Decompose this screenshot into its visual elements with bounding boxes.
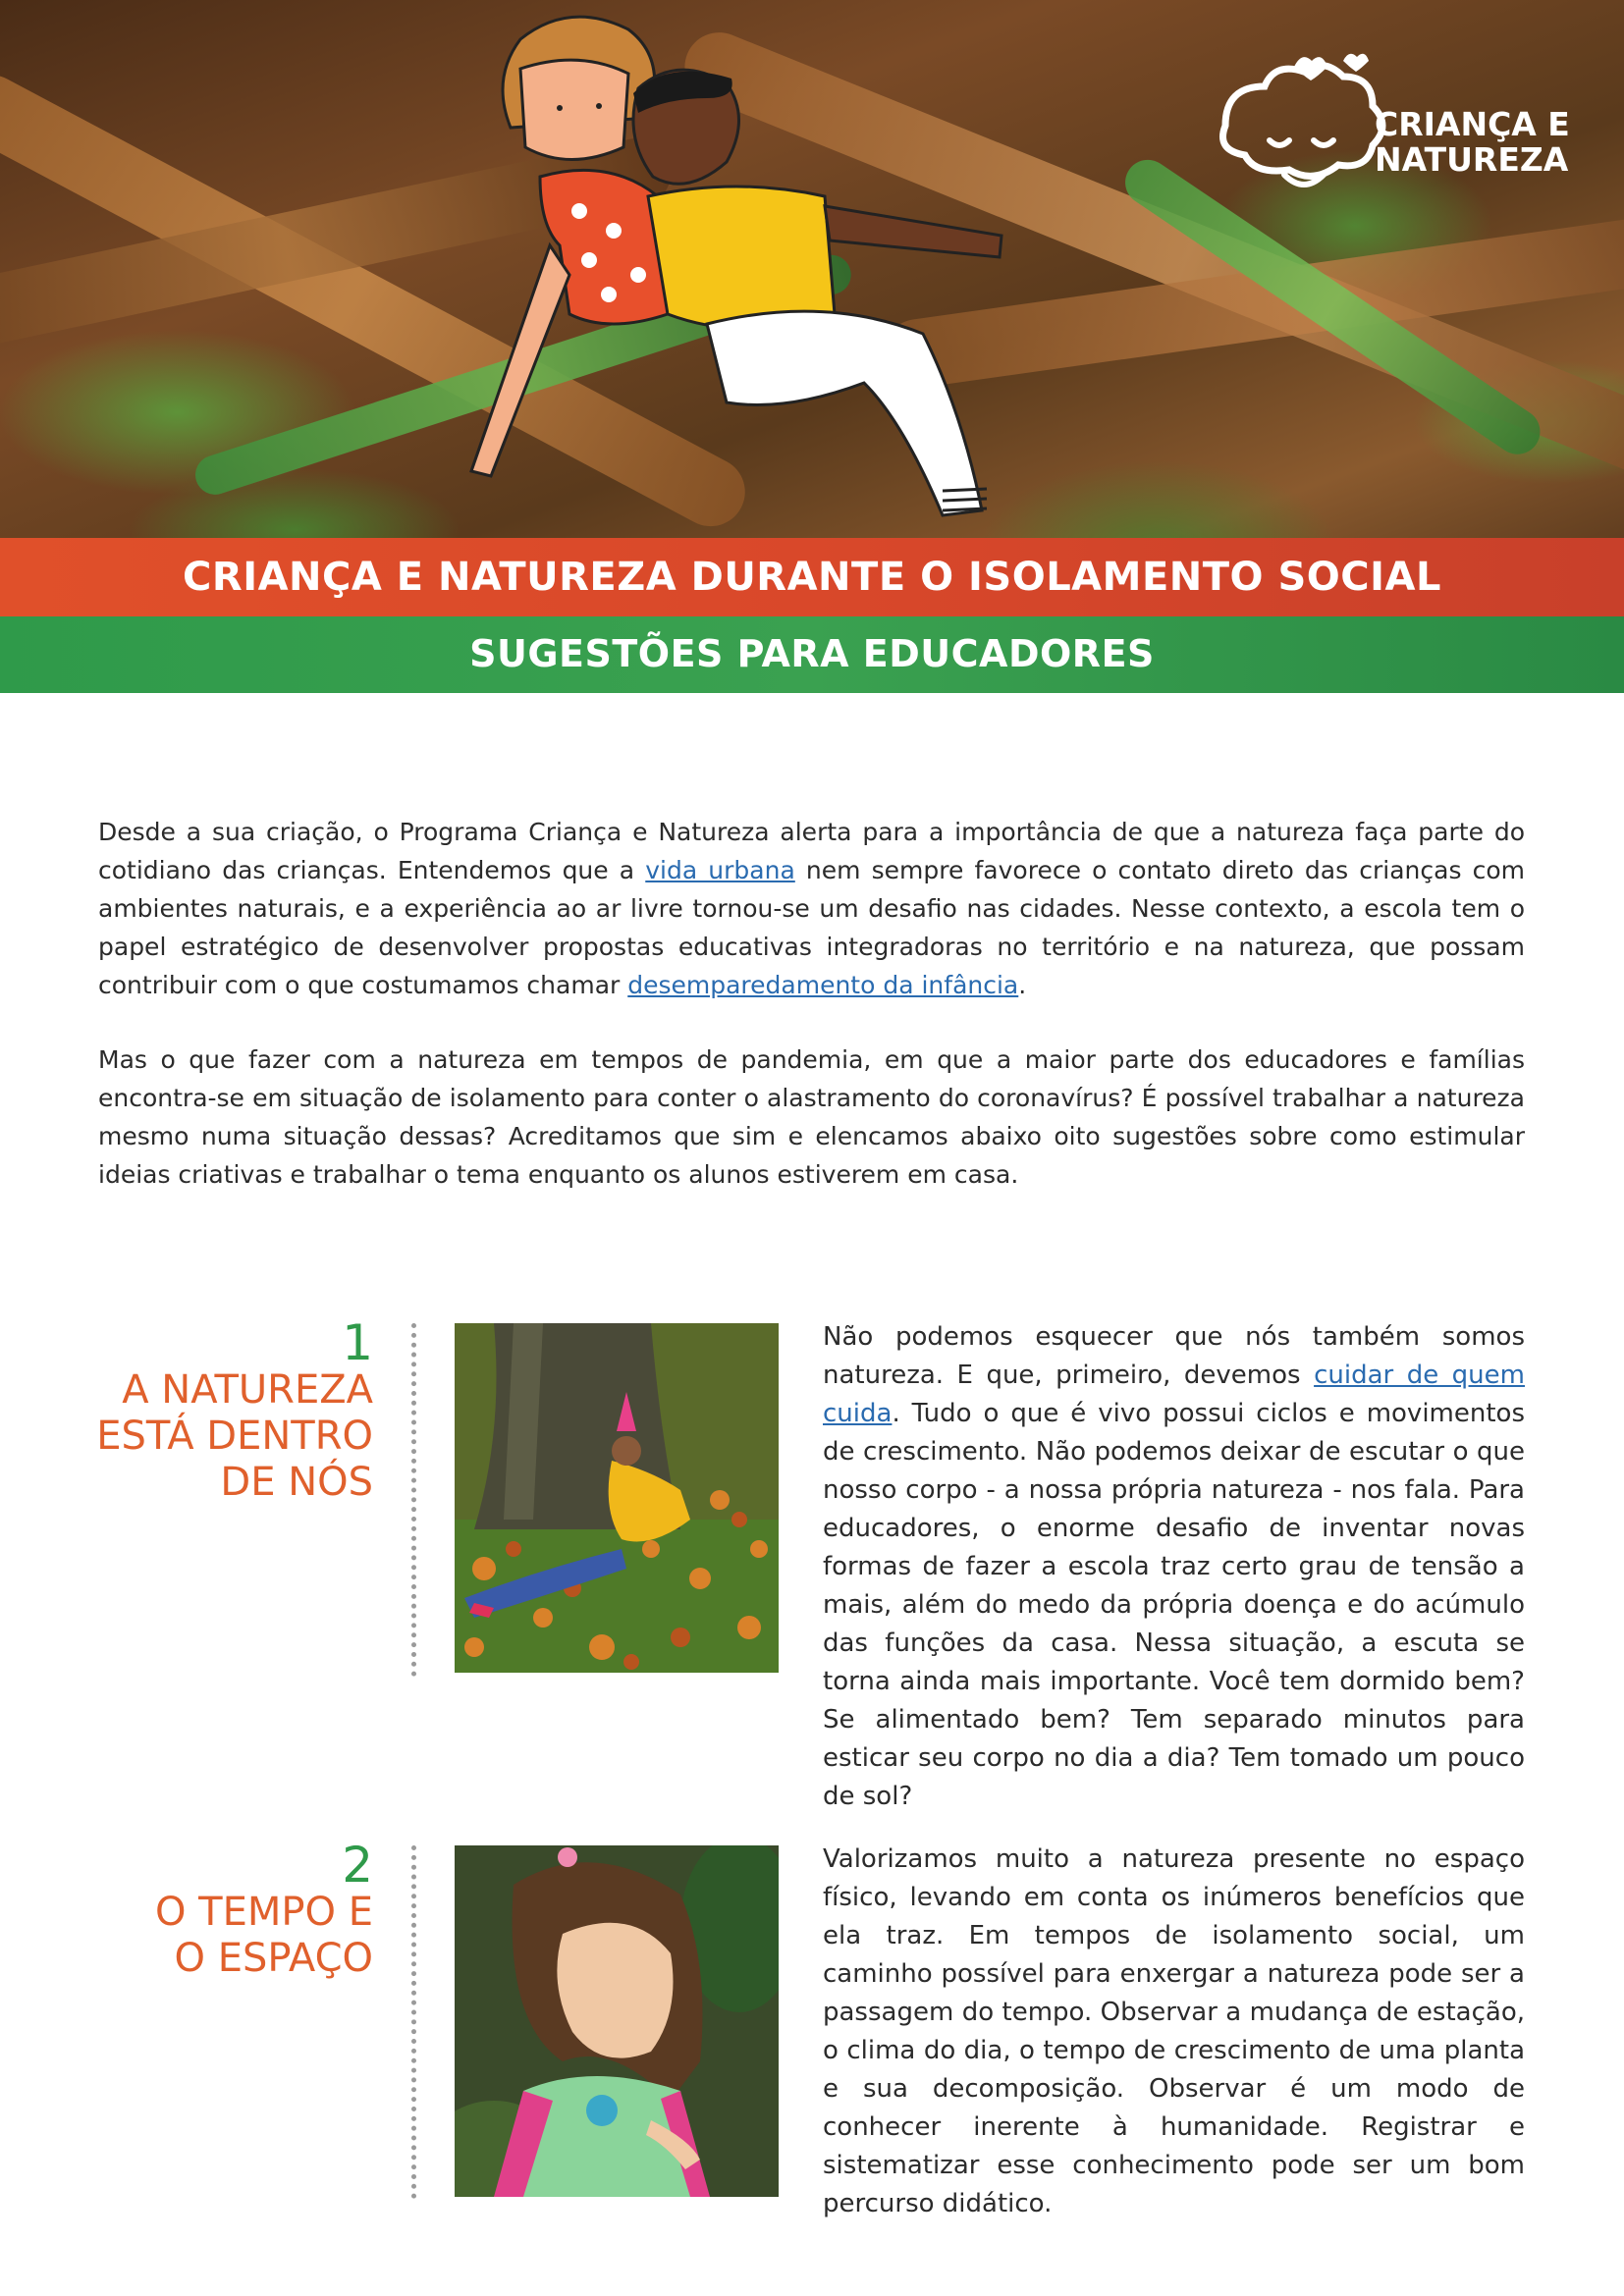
section-title-line: ESTÁ DENTRO [96,1414,373,1459]
link-vida-urbana[interactable]: vida urbana [645,856,795,884]
section-2-text: Valorizamos muito a natureza presente no espaço físico, levando em conta os inúmeros benefícios que ela traz. Em tempos de isolamento social, um caminho possível para enxergar a natureza pode ser a passagem do tempo. Observar a mudança de estação, o clima do dia, o tempo de crescimento de uma planta e sua decomposição. Observar é um modo de conhecer inerente à humanidade. Registrar e sistematizar esse conhecimento pode ser um bom percurso didático. [823,1844,1525,2218]
link-cuidar-de-quem-cuida[interactable]: cuidar de quem cuida [823,1361,1525,1428]
photo-child-lying-in-leaves [455,1323,779,1673]
link-desemparedamento[interactable]: desemparedamento da infância [627,971,1019,999]
section-title-line: O ESPAÇO [174,1936,373,1981]
logo-text-line2: NATUREZA [1375,140,1569,179]
section-1-text [823,1318,1525,1816]
page-subtitle: SUGESTÕES PARA EDUCADORES [469,632,1155,675]
section-title-line: DE NÓS [220,1460,373,1505]
intro-text: Desde a sua criação, o Programa Criança e Natureza alerta para a importância de que a natureza faça parte do cotidiano das crianças. Entendemos que a [98,818,1525,884]
hero-banner [0,0,1624,693]
dotted-divider [411,1845,416,2199]
intro-text: . [1018,971,1027,999]
page-title: CRIANÇA E NATUREZA DURANTE O ISOLAMENTO SOCIAL [183,555,1441,600]
children-illustration [412,0,1119,550]
intro-paragraph-1 [98,813,1525,1004]
logo-text-line1: CRIANÇA E [1375,105,1570,143]
section-text: . Tudo o que é vivo possui ciclos e movimentos de crescimento. Não podemos deixar de escutar o que nosso corpo - a nossa própria natureza - nos fala. Para educadores, o enorme desafio de inventar novas formas de fazer a escola traz certo grau de tensão a mais, além do medo da própria doença e do acúmulo das funções da casa. Nessa situação, a escuta se torna ainda mais importante. Você tem dormido bem? Se alimentado bem? Tem separado minutos para esticar seu corpo no dia a dia? Tem tomado um pouco de sol? [823,1399,1525,1811]
dotted-divider [411,1323,416,1677]
section-title-line: A NATUREZA [122,1367,373,1413]
intro-paragraph-2: Mas o que fazer com a natureza em tempos de pandemia, em que a maior parte dos educadores e famílias encontra-se em situação de isolamento para conter o alastramento do coronavírus? É possível trabalhar a natureza mesmo numa situação dessas? Acreditamos que sim e elencamos abaixo oito sugestões sobre como estimular ideias criativas e trabalhar o tema enquanto os alunos estiverem em casa. [98,1045,1525,1189]
intro-text: nem sempre favorece o contato direto das crianças com ambientes naturais, e a experiência ao ar livre tornou-se um desafio nas cidades. Nesse contexto, a escola tem o papel estratégico de desenvolver propostas educativas integradoras no território e na natureza, que possam contribuir com o que costumamos chamar [98,856,1525,999]
section-number: 2 [342,1837,373,1894]
section-number: 1 [342,1314,373,1371]
photo-girl-with-flower [455,1845,779,2197]
section-title-line: O TEMPO E [154,1890,373,1935]
section-text: Não podemos esquecer que nós também somos natureza. E que, primeiro, devemos [823,1322,1525,1390]
